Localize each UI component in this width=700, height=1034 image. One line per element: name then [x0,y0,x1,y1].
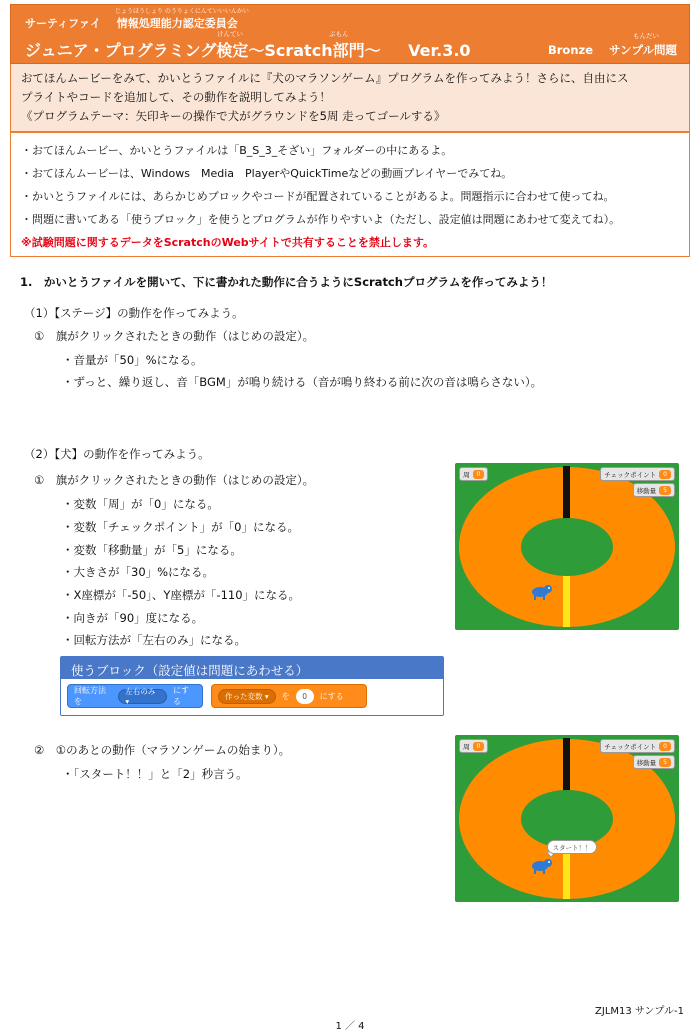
track-inner [521,518,613,576]
organization-name [25,15,238,31]
exam-version: Ver.3.0 [408,41,471,60]
question-heading: 1. かいとうファイルを開いて、下に書かれた動作に合うようにScratchプログラムを作ってみよう！ [20,275,553,289]
var-idoryo-monitor [633,755,675,769]
note-4: ・問題に書いてある「使うブロック」を使うとプログラムが作りやすいよ（ただし、設定値は問題にあわせて変えてね）。 [21,213,621,226]
var-checkpoint-monitor [600,467,675,481]
var-value: 5 [659,486,671,495]
speech-bubble: スタート！！ [547,840,597,854]
stage-item-1a: ・音量が「50」%になる。 [62,353,203,367]
dog-list-item: ・変数「周」が「0」になる。 [62,497,219,511]
document-code: ZJLM13 サンプル-1 [595,1006,684,1017]
var-name: 移動量 [636,486,657,495]
rotation-style-block[interactable] [67,684,203,708]
dog-list-item: ・変数「チェックポイント」が「0」になる。 [62,520,299,534]
title-ruby-kentei: けんてい [217,30,243,38]
notes-box [10,132,690,257]
intro-line-3: 《プログラムテーマ：矢印キーの操作で犬がグラウンドを5周 走ってゴールする》 [21,109,446,123]
rotation-style-dropdown[interactable]: 左右のみ ▾ [118,689,167,704]
var-name: チェックポイント [604,742,657,751]
value-input[interactable]: 0 [296,689,314,704]
var-shu-monitor [459,739,488,753]
var-name: 周 [463,470,470,479]
var-shu-monitor [459,467,488,481]
dog-list-item: ・回転方法が「左右のみ」になる。 [62,633,246,647]
checkpoint-line [563,466,570,519]
dog-list-item: ・X座標が「-50」、Y座標が「-110」になる。 [62,588,301,602]
org-ruby: じょうほうしょり のうりょくにんていいいんかい [115,8,249,15]
var-name: 周 [463,742,470,751]
dog-list-item: ・大きさが「30」%になる。 [62,565,215,579]
var-name: チェックポイント [604,470,657,479]
sample-ruby: もんだい [633,32,659,40]
note-2: ・おてほんムービーは、Windows Media PlayerやQuickTimeなどの動画プレイヤーでみてね。 [21,167,513,180]
org-sub: 情報処理能力認定委員会 [116,17,238,30]
dog-section-title: （2）【犬】の動作を作ってみよう。 [24,447,210,461]
var-value: 0 [473,742,485,751]
stage-item-1: ① 旗がクリックされたときの動作（はじめの設定）。 [34,329,315,343]
exam-level [548,42,677,58]
stage-screenshot-1 [455,463,679,630]
exam-title-text: ジュニア・プログラミング検定〜Scratch部門〜 [25,41,381,60]
var-name: 移動量 [636,758,657,767]
block-label: を [281,691,290,701]
level-label: Bronze [547,43,594,57]
var-checkpoint-monitor [600,739,675,753]
title-ruby-bumon: ぶもん [329,30,349,38]
dog-item-2a: ・「スタート！！」と「2」秒言う。 [62,767,248,781]
variable-dropdown[interactable]: 作った変数 ▾ [218,689,276,704]
stage-item-1b: ・ずっと、繰り返し、音「BGM」が鳴り続ける（音が鳴り終わる前に次の音は鳴らさない）。 [62,375,543,389]
var-idoryo-monitor [633,483,675,497]
intro-line-1: おてほんムービーをみて、かいとうファイルに『犬のマラソンゲーム』プログラムを作ってみよう！さらに、自由にス [21,71,629,85]
block-label: 回転方法を [74,686,106,706]
page-header [10,4,690,64]
intro-box [10,64,690,132]
var-value: 0 [473,470,485,479]
dog-list-item: ・向きが「90」度になる。 [62,611,204,625]
warning-text: ※試験問題に関するデータをScratchのWebサイトで共有することを禁止します。 [21,236,435,249]
intro-line-2: プライトやコードを追加して、その動作を説明してみよう！ [21,90,331,104]
use-blocks-title: 使うブロック（設定値は問題にあわせる） [61,657,443,679]
var-value: 0 [659,470,671,479]
finish-line [563,847,570,899]
block-suffix: にする [173,686,189,706]
var-value: 0 [659,742,671,751]
dog-item-1: ① 旗がクリックされたときの動作（はじめの設定）。 [34,473,315,487]
sample-label: サンプル問題 [609,43,677,57]
finish-line [563,575,570,627]
dog-item-2: ② ①のあとの動作（マラソンゲームの始まり）。 [34,743,291,757]
set-variable-block[interactable] [211,684,367,708]
stage-screenshot-2 [455,735,679,902]
org-main: サーティファイ [25,17,101,30]
exam-title [25,38,471,61]
note-1: ・おてほんムービー、かいとうファイルは「B_S_3_そざい」フォルダーの中にあるよ。 [21,144,453,157]
block-suffix: にする [319,691,344,701]
page-number: 1 ／ 4 [335,1021,365,1032]
note-3: ・かいとうファイルには、あらかじめブロックやコードが配置されていることがあるよ。問題指示に合わせて使ってね。 [21,190,615,203]
stage-section-title: （1）【ステージ】の動作を作ってみよう。 [24,306,244,320]
dog-list-item: ・変数「移動量」が「5」になる。 [62,543,242,557]
var-value: 5 [659,758,671,767]
checkpoint-line [563,738,570,791]
use-blocks-box [60,656,444,716]
